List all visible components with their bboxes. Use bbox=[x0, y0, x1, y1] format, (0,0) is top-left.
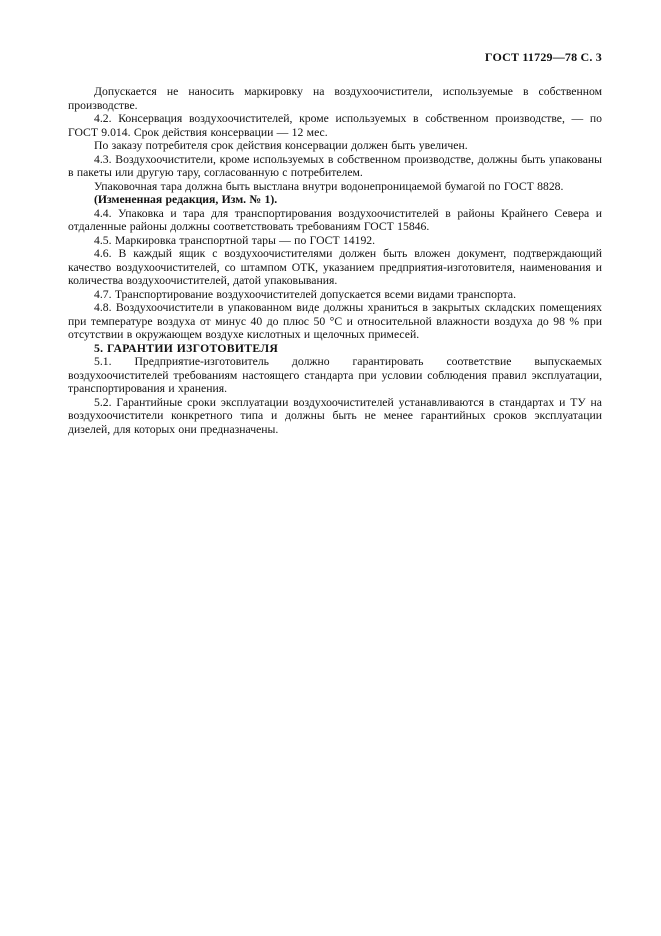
paragraph-4-7-transportation: 4.7. Транспортирование воздухоочистителей допускается всеми видами транспорта. bbox=[94, 287, 517, 301]
paragraph-4-8-storage: 4.8. Воздухоочистители в упакованном виде должны храниться в закрытых складских помещениях при температуре воздуха от минус 40 до плюс 50 °С и относительной влажности воздуха до 98 % при отсутствии в окружающем воздухе кислотных и щелочных примесей. bbox=[68, 301, 602, 341]
paragraph-packaging-lining: Упаковочная тара должна быть выстлана внутри водонепроницаемой бумагой по ГОСТ 8828. bbox=[94, 179, 564, 193]
document-content bbox=[68, 50, 602, 436]
paragraph-marking-exception: Допускается не наносить маркировку на воздухоочистители, используемые в собственном производстве. bbox=[68, 85, 602, 112]
paragraph-4-4-far-north: 4.4. Упаковка и тара для транспортирования воздухоочистителей в районы Крайнего Севера и отдаленные районы должны соответствовать требованиям ГОСТ 15846. bbox=[68, 206, 602, 233]
paragraph-5-1-guarantee-conformity: 5.1. Предприятие-изготовитель должно гарантировать соответствие выпускаемых воздухоочистителей требованиям настоящего стандарта при условии соблюдения правил эксплуатации, транспортирования и хранения. bbox=[68, 355, 602, 395]
paragraph-5-2-guarantee-periods: 5.2. Гарантийные сроки эксплуатации воздухоочистителей устанавливаются в стандартах и ТУ на воздухоочистители конкретного типа и должны быть не менее гарантийных сроков эксплуатации дизелей, для которых они предназначены. bbox=[68, 395, 602, 436]
paragraph-4-5-transport-marking: 4.5. Маркировка транспортной тары — по ГОСТ 14192. bbox=[94, 233, 376, 247]
document-body bbox=[68, 85, 602, 436]
section-heading-manufacturer-guarantees: 5. ГАРАНТИИ ИЗГОТОВИТЕЛЯ bbox=[94, 341, 279, 355]
paragraph-amended-edition-note: (Измененная редакция, Изм. № 1). bbox=[94, 193, 278, 206]
paragraph-4-3-packaging: 4.3. Воздухоочистители, кроме используемых в собственном производстве, должны быть упакованы в пакеты или другую тару, согласованную с потребителем. bbox=[68, 152, 602, 179]
paragraph-4-6-quality-document: 4.6. В каждый ящик с воздухоочистителями должен быть вложен документ, подтверждающий качество воздухоочистителей, со штампом ОТК, указанием предприятия-изготовителя, наименования и количества воздухоочистителей, датой упаковывания. bbox=[68, 247, 602, 287]
paragraph-4-2-conservation: 4.2. Консервация воздухоочистителей, кроме используемых в собственном производстве, — по ГОСТ 9.014. Срок действия консервации — 12 мес. bbox=[68, 112, 602, 139]
page-header-standard-number: ГОСТ 11729—78 С. 3 bbox=[484, 50, 602, 64]
paragraph-conservation-extension: По заказу потребителя срок действия консервации должен быть увеличен. bbox=[94, 139, 468, 152]
